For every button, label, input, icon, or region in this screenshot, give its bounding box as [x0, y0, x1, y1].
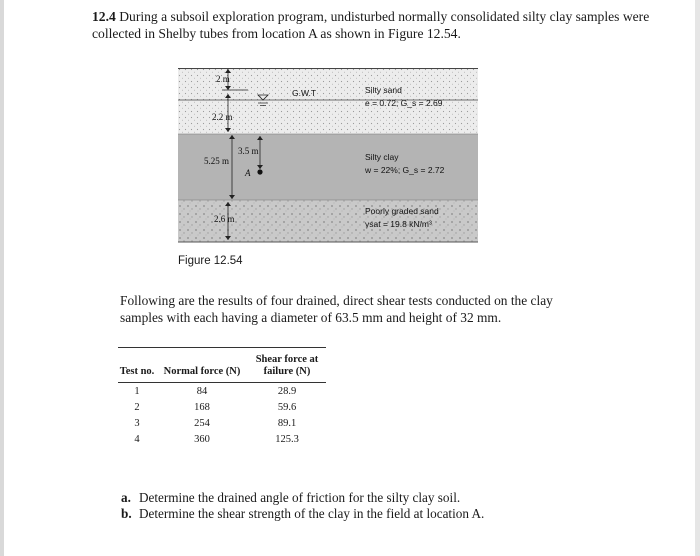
silty-clay-props: w = 22%; G_s = 2.72	[365, 165, 445, 175]
question-b-label: b.	[121, 506, 132, 521]
dim-2m: 2 m	[216, 74, 230, 84]
cell-normal-force: 360	[194, 434, 210, 445]
cell-normal-force: 84	[196, 386, 208, 397]
dim-2-6m: 2.6 m	[214, 214, 235, 224]
results-table	[118, 347, 326, 447]
questions-list	[121, 490, 484, 522]
left-border	[0, 0, 4, 556]
table-row	[118, 431, 326, 447]
header-test-no: Test no.	[119, 366, 155, 377]
problem-text: During a subsoil exploration program, undisturbed normally consolidated silty clay samples were collected in Shelby tubes from location A as shown in Figure 12.54.	[92, 9, 650, 41]
table-row	[118, 399, 326, 415]
question-a-label: a.	[121, 490, 131, 505]
table-row	[118, 383, 326, 400]
question-a-text: Determine the drained angle of friction for the silty clay soil.	[139, 490, 461, 505]
cell-shear-force: 28.9	[277, 386, 297, 397]
dim-3-5m: 3.5 m	[238, 146, 259, 156]
silty-sand-label: Silty sand	[365, 85, 402, 95]
header-shear-force: Shear force at failure (N)	[255, 354, 319, 377]
dim-2-2m: 2.2 m	[212, 112, 233, 122]
cell-test-no: 2	[134, 402, 140, 413]
right-border	[695, 0, 700, 556]
point-a-marker	[257, 169, 262, 174]
problem-statement	[92, 8, 692, 42]
question-b	[121, 506, 484, 522]
table-row	[118, 415, 326, 431]
intro-paragraph: Following are the results of four drained, direct shear tests conducted on the clay samples with each having a diameter of 63.5 mm and height of 32 mm.	[120, 293, 553, 325]
cell-normal-force: 254	[194, 418, 210, 429]
point-a-label: A	[245, 168, 251, 178]
cell-shear-force: 89.1	[277, 418, 297, 429]
question-b-text: Determine the shear strength of the clay in the field at location A.	[139, 506, 485, 521]
header-normal-force: Normal force (N)	[163, 366, 241, 377]
cell-test-no: 4	[134, 434, 140, 445]
table-header-row	[118, 348, 326, 383]
cell-shear-force: 125.3	[275, 434, 299, 445]
cell-shear-force: 59.6	[277, 402, 297, 413]
problem-number: 12.4	[92, 9, 116, 24]
sand-props: γsat = 19.8 kN/m³	[365, 219, 432, 229]
sand-label: Poorly graded sand	[365, 206, 439, 216]
silty-sand-props: e = 0.72; G_s = 2.69	[365, 98, 443, 108]
cell-normal-force: 168	[194, 402, 210, 413]
cell-test-no: 3	[134, 418, 140, 429]
silty-clay-label: Silty clay	[365, 152, 399, 162]
figure-caption: Figure 12.54	[178, 255, 243, 267]
question-a	[121, 490, 484, 506]
dim-5-25m: 5.25 m	[204, 156, 230, 166]
soil-profile-figure	[178, 68, 478, 246]
cell-test-no: 1	[134, 386, 140, 397]
gwt-label: G.W.T	[292, 88, 317, 98]
